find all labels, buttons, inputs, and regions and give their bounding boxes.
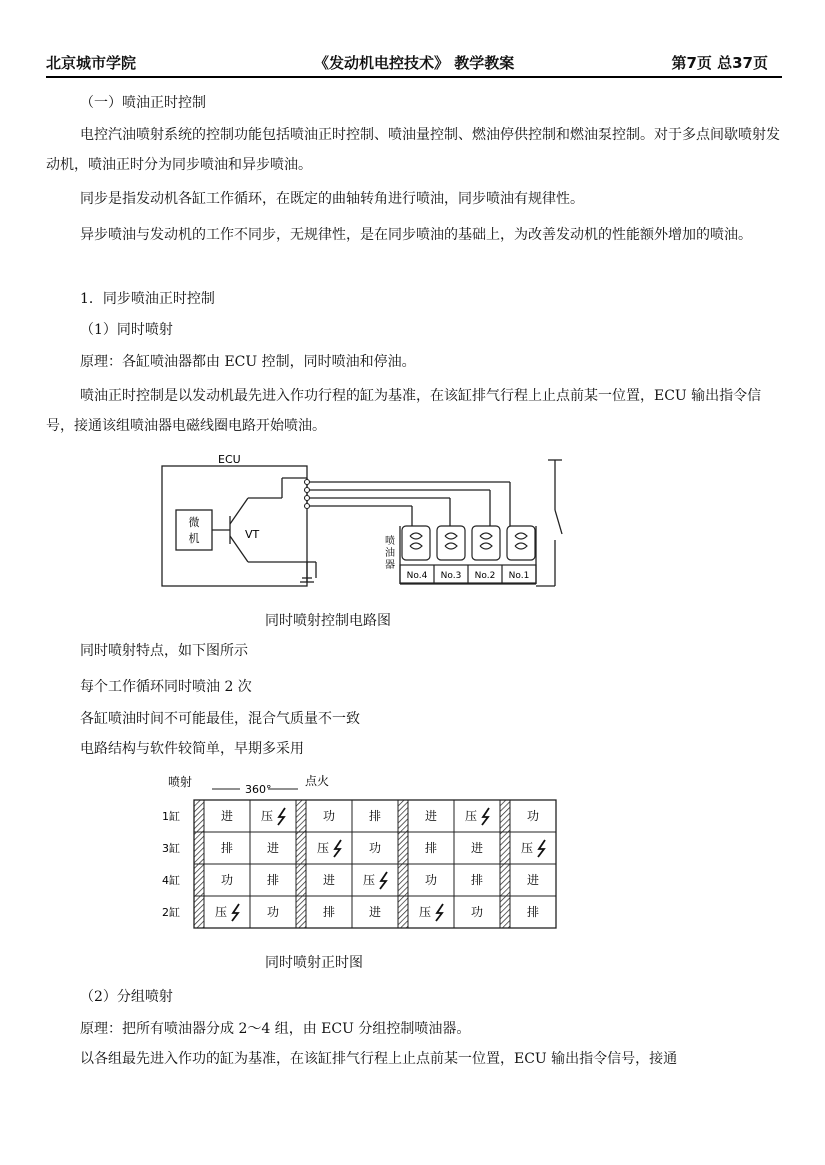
spark-icon [334, 840, 341, 857]
injector-no2-label: No.2 [474, 571, 496, 581]
stroke-cell-label: 功 [322, 809, 336, 823]
injector-no1-label: No.1 [508, 571, 530, 581]
feature-item-3: 电路结构与软件较简单，早期多采用 [80, 741, 304, 757]
stroke-cell-label: 排 [470, 873, 484, 887]
figure2-caption: 同时喷射正时图 [265, 955, 363, 971]
paragraph-intro: 电控汽油喷射系统的控制功能包括喷油正时控制、喷油量控制、燃油停供控制和燃油泵控制。对于多点间歇喷射发动机，喷油正时分为同步喷油和异步喷油。 [46, 127, 780, 173]
stroke-cell-label: 压 [214, 905, 228, 919]
paragraph-sync: 同步是指发动机各缸工作循环，在既定的曲轴转角进行喷油，同步喷油有规律性。 [80, 191, 584, 207]
stroke-cell-label: 功 [470, 905, 484, 919]
circuit-diagram [150, 452, 580, 602]
stroke-cell-label: 功 [368, 841, 382, 855]
stroke-cell-label: 排 [266, 873, 280, 887]
stroke-cell-label: 进 [470, 841, 484, 855]
stroke-cell-label: 进 [368, 905, 382, 919]
cylinder-label: 4缸 [162, 874, 180, 887]
stroke-cell-label: 压 [418, 905, 432, 919]
timing-diagram [160, 772, 560, 942]
spark-icon [482, 808, 489, 825]
micro-label-1: 微 [188, 516, 200, 529]
stroke-cell-label: 压 [316, 841, 330, 855]
angle-label: 360° [245, 783, 272, 796]
section-heading: （一）喷油正时控制 [80, 95, 206, 111]
stroke-cell-label: 进 [322, 873, 336, 887]
cylinder-label: 2缸 [162, 906, 180, 919]
spark-icon [278, 808, 285, 825]
stroke-cell-label: 压 [464, 809, 478, 823]
injector-no4-label: No.4 [406, 571, 428, 581]
cylinder-label: 3缸 [162, 842, 180, 855]
stroke-cell-label: 排 [526, 905, 540, 919]
stroke-cell-label: 排 [368, 809, 382, 823]
stroke-cell-label: 进 [220, 809, 234, 823]
stroke-cell-label: 功 [266, 905, 280, 919]
paragraph-async: 异步喷油与发动机的工作不同步，无规律性，是在同步喷油的基础上，为改善发动机的性能额外增加的喷油。 [80, 227, 752, 243]
injector-label-2: 油 [385, 548, 395, 559]
feature-item-2: 各缸喷油时间不可能最佳，混合气质量不一致 [80, 711, 360, 727]
spark-icon [538, 840, 545, 857]
micro-label-2: 机 [188, 532, 200, 545]
injector-label-3: 器 [385, 560, 395, 571]
ecu-label: ECU [218, 453, 241, 466]
stroke-cell-label: 进 [424, 809, 438, 823]
timing-text: 喷油正时控制是以发动机最先进入作功行程的缸为基准，在该缸排气行程上止点前某一位置，ECU 输出指令信号，接通该组喷油器电磁线圈电路开始喷油。 [46, 388, 762, 434]
principle-text: 原理：各缸喷油器都由 ECU 控制，同时喷油和停油。 [80, 354, 416, 370]
group-principle-text: 原理：把所有喷油器分成 2～4 组，由 ECU 分组控制喷油器。 [80, 1021, 471, 1037]
ignite-label: 点火 [305, 774, 330, 788]
subsubsection-heading-2: （2）分组喷射 [80, 989, 173, 1005]
spark-icon [436, 904, 443, 921]
stroke-cell-label: 排 [322, 905, 336, 919]
stroke-cell-label: 功 [424, 873, 438, 887]
features-heading: 同时喷射特点，如下图所示 [80, 643, 248, 659]
subsubsection-heading: （1）同时喷射 [80, 322, 173, 338]
spark-icon [380, 872, 387, 889]
course-title: 《发动机电控技术》 教学教案 [314, 54, 515, 72]
stroke-cell-label: 功 [220, 873, 234, 887]
vt-label: VT [245, 528, 260, 541]
page-header [46, 50, 782, 78]
injector-no3-label: No.3 [440, 571, 462, 581]
inject-label: 喷射 [168, 775, 193, 789]
stroke-cell-label: 进 [526, 873, 540, 887]
figure1-caption: 同时喷射控制电路图 [265, 613, 391, 629]
stroke-cell-label: 压 [520, 841, 534, 855]
stroke-cell-label: 压 [362, 873, 376, 887]
page-number: 第7页 总37页 [671, 54, 768, 72]
group-timing-text: 以各组最先进入作功的缸为基准，在该缸排气行程上止点前某一位置，ECU 输出指令信号，接通 [80, 1051, 678, 1067]
subsection-heading: 1．同步喷油正时控制 [80, 291, 215, 307]
stroke-cell-label: 功 [526, 809, 540, 823]
school-name: 北京城市学院 [46, 54, 137, 72]
stroke-cell-label: 进 [266, 841, 280, 855]
cylinder-label: 1缸 [162, 810, 180, 823]
injector-label-1: 喷 [385, 536, 395, 547]
stroke-cell-label: 压 [260, 809, 274, 823]
spark-icon [232, 904, 239, 921]
feature-item-1: 每个工作循环同时喷油 2 次 [80, 679, 252, 695]
stroke-cell-label: 排 [424, 841, 438, 855]
stroke-cell-label: 排 [220, 841, 234, 855]
